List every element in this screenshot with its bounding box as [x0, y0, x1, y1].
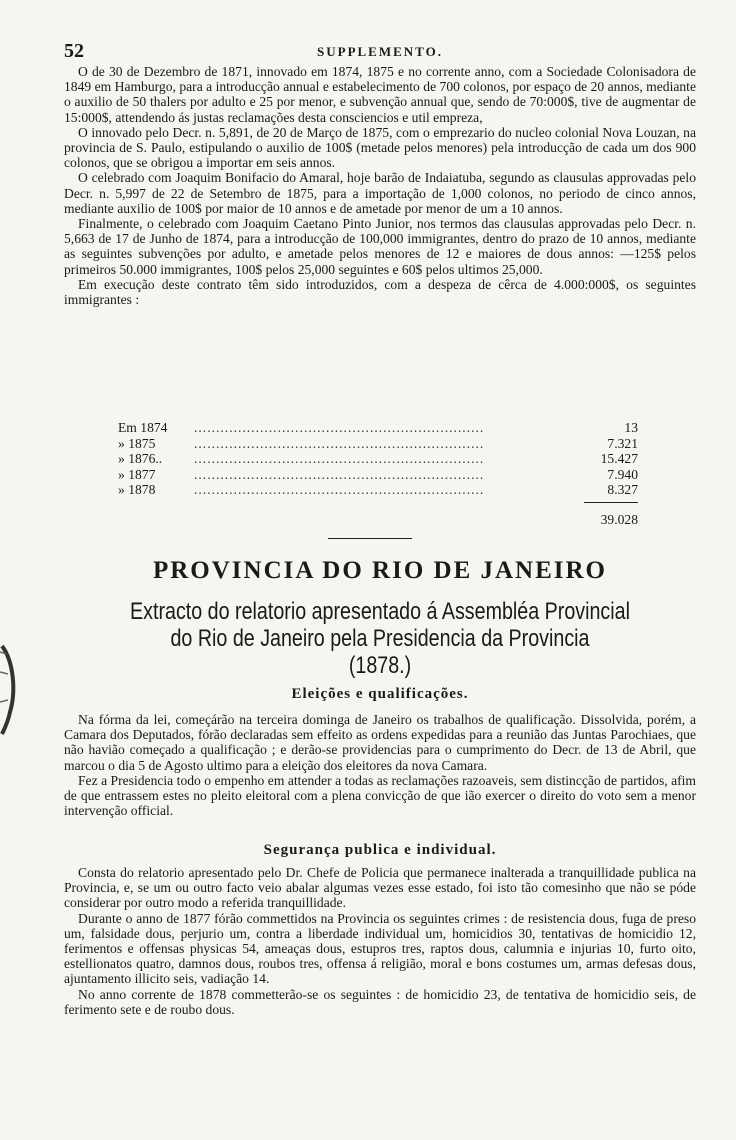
- seguranca-section: [64, 865, 696, 1017]
- paragraph: Consta do relatorio apresentado pelo Dr. Chefe de Policia que permanece inalterada a tranquillidade publica na Provincia, e, se um ou outro facto veio abalar algumas vezes esse estado, foi isto tão comesinho que não se póde considerar por outro modo a referida tranquillidade.: [64, 865, 696, 911]
- binding-mark-icon: [0, 642, 20, 738]
- paragraph: Durante o anno de 1877 fórão commettidos na Provincia os seguintes crimes : de resistencia dous, fuga de preso um, falsidade dous, perjurio um, contra a liberdade individual um, homicidios 30, tentativas de homicidio 12, ferimentos e offensas physicas 54, ameaças dous, estupros tres, raptos dous, calumnia e injurias 10, furto oito, estellionatos quatro, damnos dous, roubos tres, offensa á religião, moral e bons costumes um, armas defesas dous, ajuntamento illicito seis, vadiação 14.: [64, 910, 696, 987]
- extract-title-text: Extracto do relatorio apresentado á Assembléa Provincial do Rio de Janeiro pela Presidencia da Provincia: [130, 598, 630, 652]
- paragraph: O celebrado com Joaquim Bonifacio do Amaral, hoje barão de Indaiatuba, segundo as clausulas approvadas pelo Decr. n. 5,997 de 22 de Setembro de 1875, para a importação de 1,000 colonos, no periodo de cinco annos, mediante auxilio de 100$ por maior de 10 annos e de ametade por menor de um a 10 annos.: [64, 170, 696, 216]
- dot-leader: ..................................................................: [194, 451, 485, 467]
- eleicoes-section: [64, 712, 696, 818]
- immigrants-table: [118, 420, 638, 527]
- paragraph: Fez a Presidencia todo o empenho em attender a todas as reclamações razoaveis, sem distincção de partidos, afim de que entrassem estes no pleito eleitoral com a plena convicção de que ião exercer o direito do voto sem a menor intervenção official.: [64, 772, 696, 819]
- section-divider: [328, 538, 412, 539]
- contracts-section: [64, 64, 696, 307]
- sum-rule: [584, 502, 638, 503]
- table-row: [118, 467, 638, 483]
- dot-leader: ..................................................................: [194, 420, 485, 435]
- paragraph: Na fórma da lei, começárão na terceira dominga de Janeiro os trabalhos de qualificação. Dissolvida, porém, a Camara dos Deputados, fórão declaradas sem effeito as ordens expedidas para a reunião das Juntas Parochiaes, que não havião começado a qualificação ; e derão-se providencias para o cumprimento do Decr. de 13 de Abril, que marcou o dia 5 de Agosto ultimo para a eleição dos eleitores da nova Camara.: [64, 712, 696, 773]
- paragraph: No anno corrente de 1878 commetterão-se os seguintes : de homicidio 23, de tentativa de homicidio seis, de ferimento sete e de roubo dous.: [64, 986, 696, 1017]
- immigrant-count: 8.327: [607, 482, 638, 498]
- paragraph: Finalmente, o celebrado com Joaquim Caetano Pinto Junior, nos termos das clausulas approvadas pelo Decr. n. 5,663 de 17 de Junho de 1874, para a introducção de 100,000 immigrantes, dentro do prazo de 10 annos, mediante as seguintes subvenções por adulto, e ametade pelos menores de 12 e maiores de dous annos: —125$ pelos primeiros 50.000 immigrantes, 100$ pelos 25,000 seguintes e 60$ pelos ultimos 25,000.: [64, 216, 696, 277]
- running-head: SUPPLEMENTO.: [317, 44, 443, 59]
- dot-leader: ..................................................................: [194, 466, 485, 482]
- dot-leader: ..................................................................: [194, 482, 485, 498]
- province-title: PROVINCIA DO RIO DE JANEIRO: [152, 557, 608, 584]
- section-heading-seguranca: Segurança publica e individual.: [263, 842, 497, 858]
- paragraph: Em execução deste contrato têm sido introduzidos, com a despeza de cêrca de 4.000:000$, os seguintes immigrantes :: [64, 276, 696, 308]
- page-number: 52: [64, 40, 84, 62]
- immigrant-count: 13: [624, 420, 638, 435]
- section-heading-eleicoes: Eleições e qualificações.: [291, 686, 469, 702]
- year-label: » 1878: [118, 482, 156, 498]
- dot-leader: ..................................................................: [194, 435, 485, 451]
- immigrants-total: 39.028: [600, 512, 638, 527]
- immigrant-count: 7.321: [607, 435, 638, 451]
- extract-title: [121, 598, 639, 679]
- table-row: [118, 420, 638, 436]
- table-row: [118, 451, 638, 467]
- year-label: » 1877: [118, 466, 156, 482]
- immigrant-count: 7.940: [607, 466, 638, 482]
- year-label: » 1876..: [118, 451, 163, 467]
- table-row: [118, 436, 638, 452]
- extract-year: (1878.): [348, 652, 412, 679]
- year-label: » 1875: [118, 435, 156, 451]
- paragraph: O de 30 de Dezembro de 1871, innovado em 1874, 1875 e no corrente anno, com a Sociedade Colonisadora de 1849 em Hamburgo, para a introducção annual e estabelecimento de 700 colonos, por espaço de 20 annos, mediante o auxilio de 50 thalers por adulto e 25 por menor, e subvenção annual que, sendo de 70:000$, tive de augmentar de 15:000$, attendendo ás justas reclamações desta consciencios e util empreza,: [64, 64, 696, 125]
- paragraph: O innovado pelo Decr. n. 5,891, de 20 de Março de 1875, com o emprezario do nucleo colonial Nova Louzan, na provincia de S. Paulo, estipulando o auxilio de 100$ (metade pelos menores) pela introducção de cada um dos 900 colonos, que se obrigou a importar em seis annos.: [64, 124, 696, 171]
- page-header: [64, 40, 696, 62]
- immigrant-count: 15.427: [600, 451, 638, 467]
- table-row: [118, 482, 638, 498]
- year-label: Em 1874: [118, 420, 168, 435]
